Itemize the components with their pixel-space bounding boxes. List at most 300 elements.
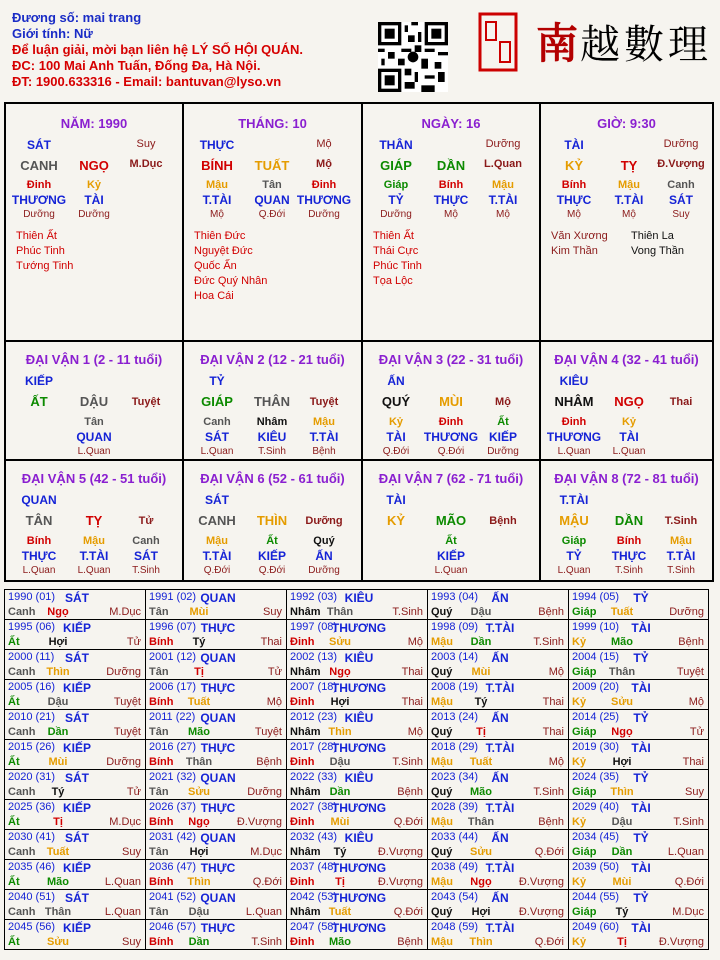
dai-van-branch: NGỌ [614, 394, 644, 409]
annual-stem: Mậu [431, 756, 453, 768]
annual-stem: Tân [149, 906, 169, 918]
annual-cell[interactable] [568, 679, 709, 710]
annual-branch: Thân [326, 606, 354, 618]
hidden-god: QUAN [76, 430, 112, 444]
annual-cell[interactable] [427, 739, 569, 770]
annual-state: Mộ [548, 666, 564, 678]
annual-state: T.Sinh [392, 606, 423, 618]
annual-stem: Bính [149, 816, 174, 828]
seal-icon [478, 10, 713, 76]
annual-god: SÁT [65, 771, 89, 785]
annual-god: KIẾP [62, 621, 92, 635]
annual-state: Đ.Vượng [658, 936, 704, 948]
annual-year: 2026 (37) [149, 801, 197, 813]
header-info [12, 10, 303, 90]
hidden-god: SÁT [205, 430, 229, 444]
star-item: Hoa Cái [194, 290, 234, 302]
annual-state: Suy [122, 936, 141, 948]
annual-cell[interactable] [4, 859, 146, 890]
hidden-state: Mộ [496, 209, 510, 220]
annual-cell[interactable] [286, 919, 428, 950]
annual-cell[interactable] [568, 889, 709, 920]
hidden-stem: Mậu [670, 535, 692, 547]
annual-cell[interactable] [4, 829, 146, 860]
annual-state: L.Quan [104, 906, 141, 918]
annual-year: 2030 (41) [8, 831, 56, 843]
dai-van-stem: QUÝ [381, 394, 411, 409]
annual-stem: Bính [149, 636, 174, 648]
hidden-state: Dưỡng [23, 209, 55, 220]
svg-text:理: 理 [668, 22, 708, 68]
annual-cell[interactable] [145, 919, 287, 950]
hidden-god: TÀI [386, 430, 406, 444]
annual-branch: Dậu [47, 696, 69, 708]
hidden-state: T.Sinh [615, 565, 643, 576]
annual-god: T.TÀI [485, 801, 515, 815]
annual-state: Dưỡng [106, 666, 141, 678]
hidden-stem: Bính [26, 535, 52, 547]
annual-state: M.Dục [672, 906, 704, 918]
dai-van-branch-state: T.Sinh [664, 515, 698, 527]
annual-year: 2028 (39) [431, 801, 479, 813]
annual-god: ẤN [491, 891, 509, 905]
hidden-state: Q.Đới [258, 209, 286, 220]
annual-stem: Kỷ [572, 876, 587, 888]
hidden-god: KIẾP [436, 549, 466, 563]
hidden-state: Dưỡng [487, 446, 519, 457]
annual-year: 2000 (11) [8, 651, 55, 663]
annual-cell[interactable] [145, 649, 287, 680]
dai-van-branch: THÂN [253, 394, 291, 409]
dai-van-branch-state: Bệnh [489, 515, 517, 527]
star-item: Phúc Tinh [16, 245, 65, 257]
annual-cell[interactable] [568, 739, 709, 770]
annual-state: Tuyệt [676, 666, 704, 678]
annual-god: TÀI [631, 681, 651, 695]
hidden-stem: Quý [313, 535, 335, 547]
annual-stem: Nhâm [290, 666, 321, 678]
annual-cell[interactable] [4, 709, 146, 740]
annual-state: Tử [126, 636, 141, 648]
annual-cell[interactable] [286, 649, 428, 680]
dai-van-cell [184, 461, 363, 580]
annual-year: 2038 (49) [431, 861, 479, 873]
annual-stem: Giáp [572, 726, 597, 738]
annual-year: 2011 (22) [149, 711, 196, 723]
annual-state: Tử [689, 726, 704, 738]
annual-year: 2024 (35) [572, 771, 620, 783]
annual-year: 2031 (42) [149, 831, 197, 843]
hidden-state: Mộ [622, 209, 636, 220]
qr-code-icon[interactable] [378, 22, 448, 92]
annual-year: 2003 (14) [431, 651, 479, 663]
annual-branch: Hợi [330, 696, 350, 708]
hidden-god: T.TÀI [202, 549, 232, 563]
annual-year: 2006 (17) [149, 681, 197, 693]
hidden-stem: Bính [616, 535, 642, 547]
annual-cell[interactable] [568, 919, 709, 950]
hidden-stem: Kỷ [86, 179, 102, 191]
annual-cell[interactable] [568, 649, 709, 680]
annual-year: 2044 (55) [572, 891, 620, 903]
hidden-stem: Đinh [26, 179, 52, 191]
annual-god: SÁT [65, 831, 89, 845]
hidden-stem: Nhâm [256, 416, 288, 428]
annual-stem: Kỷ [572, 696, 587, 708]
annual-cell[interactable] [427, 589, 569, 620]
annual-cell[interactable] [427, 889, 569, 920]
annual-branch: Sửu [46, 936, 70, 948]
annual-cell[interactable] [145, 799, 287, 830]
annual-branch: Mão [47, 876, 69, 888]
annual-branch: Thìn [610, 786, 634, 798]
dai-van-title: ĐẠI VẬN 1 (2 - 11 tuổi) [25, 352, 163, 367]
hidden-state: L.Quan [200, 446, 234, 457]
annual-branch: Dần [329, 786, 351, 798]
annual-stem: Canh [8, 846, 36, 858]
annual-god: TÀI [631, 621, 651, 635]
annual-cell[interactable] [145, 709, 287, 740]
annual-state: Bệnh [397, 936, 423, 948]
star-item: Đức Quý Nhân [194, 275, 268, 287]
annual-year: 1990 (01) [8, 591, 56, 603]
dai-van-title: ĐẠI VẬN 7 (62 - 71 tuổi) [378, 471, 524, 486]
hidden-god: T.TÀI [488, 193, 518, 207]
annual-state: Thai [260, 636, 282, 648]
annual-year: 1997 (08) [290, 621, 338, 633]
pillar-stem: GIÁP [380, 158, 412, 173]
hidden-god: THỰC [433, 193, 469, 207]
dai-van-stem: NHÂM [554, 394, 594, 409]
hidden-state: L.Quan [77, 446, 111, 457]
annual-cell[interactable] [427, 769, 569, 800]
annual-stem: Kỷ [572, 816, 587, 828]
annual-god: THỰC [200, 681, 236, 695]
star-item: Phúc Tinh [373, 260, 422, 272]
annual-state: Suy [263, 606, 282, 618]
svg-text:越: 越 [580, 22, 620, 68]
annual-cell[interactable] [568, 799, 709, 830]
annual-stem: Kỷ [572, 936, 587, 948]
annual-stem: Bính [149, 876, 174, 888]
annual-stem: Giáp [572, 786, 597, 798]
hidden-stem: Canh [132, 535, 160, 547]
annual-cell[interactable] [145, 679, 287, 710]
annual-state: M.Dục [250, 846, 282, 858]
annual-god: TỶ [633, 831, 649, 845]
annual-year: 2004 (15) [572, 651, 620, 663]
hidden-state: Suy [672, 209, 690, 220]
annual-cell[interactable] [4, 799, 146, 830]
dai-van-title: ĐẠI VẬN 2 (12 - 21 tuổi) [200, 352, 345, 367]
dai-van-branch: DẬU [79, 394, 109, 409]
annual-cell[interactable] [145, 589, 287, 620]
hidden-stem: Ất [266, 535, 278, 547]
annual-state: Thai [542, 726, 564, 738]
hidden-god: T.TÀI [202, 193, 232, 207]
dai-van-god: ẤN [387, 374, 405, 388]
annual-cell[interactable] [568, 589, 709, 620]
annual-god: ẤN [491, 771, 509, 785]
hidden-state: T.Sinh [258, 446, 286, 457]
annual-stem: Giáp [572, 666, 597, 678]
annual-year: 2032 (43) [290, 831, 338, 843]
annual-stem: Đinh [290, 876, 315, 888]
star-item: Thiên Đức [194, 230, 246, 242]
hidden-god: THƯƠNG [296, 193, 352, 207]
annual-branch: Tuất [46, 846, 70, 858]
annual-cell[interactable] [4, 589, 146, 620]
four-pillars-grid [4, 102, 714, 342]
pillar-cell [541, 104, 712, 340]
annual-god: TÀI [631, 741, 651, 755]
annual-branch: Dần [470, 636, 492, 648]
annual-state: Bệnh [397, 786, 423, 798]
dai-van-cell [6, 461, 184, 580]
pillar-god: THỰC [199, 138, 235, 152]
annual-cell[interactable] [286, 739, 428, 770]
annual-cell[interactable] [286, 859, 428, 890]
dai-van-branch-state: Mộ [495, 396, 511, 408]
annual-cell[interactable] [4, 889, 146, 920]
annual-god: KIÊU [344, 651, 374, 665]
address-line: ĐC: 100 Mai Anh Tuấn, Đống Đa, Hà Nội. [12, 58, 261, 73]
annual-god: THỰC [200, 741, 236, 755]
dai-van-stem: TÂN [25, 513, 53, 528]
pillar-god-state: Dưỡng [663, 138, 699, 150]
annual-cell[interactable] [427, 679, 569, 710]
annual-state: L.Quan [104, 876, 141, 888]
annual-cell[interactable] [286, 619, 428, 650]
pillar-title: THÁNG: 10 [238, 116, 307, 131]
annual-year: 2034 (45) [572, 831, 620, 843]
annual-branch: Mão [470, 786, 492, 798]
annual-stem: Quý [431, 846, 453, 858]
annual-god: THƯƠNG [331, 801, 387, 815]
annual-god: ẤN [491, 831, 509, 845]
hidden-god: QUAN [254, 193, 290, 207]
annual-stem: Ất [8, 696, 20, 708]
annual-cell[interactable] [145, 769, 287, 800]
pillar-stem: CANH [20, 158, 58, 173]
dai-van-god: QUAN [21, 493, 57, 507]
annual-god: KIẾP [62, 801, 92, 815]
star-item: Vong Thần [631, 245, 685, 257]
annual-branch: Dần [47, 726, 69, 738]
svg-text:數: 數 [624, 22, 664, 68]
hidden-god: SÁT [669, 193, 693, 207]
annual-god: KIÊU [344, 591, 374, 605]
annual-year: 2027 (38) [290, 801, 338, 813]
annual-year: 2041 (52) [149, 891, 197, 903]
annual-state: Mộ [407, 726, 423, 738]
annual-year: 2033 (44) [431, 831, 479, 843]
annual-branch: Thìn [46, 666, 70, 678]
annual-cell[interactable] [4, 769, 146, 800]
annual-year: 2009 (20) [572, 681, 620, 693]
hidden-stem: Kỷ [621, 416, 637, 428]
annual-cell[interactable] [286, 679, 428, 710]
annual-branch: Tý [474, 696, 488, 708]
dai-van-branch-state: Tuyệt [309, 396, 339, 408]
dai-van-cell [184, 342, 363, 461]
star-item: Quốc Ấn [194, 260, 237, 272]
annual-branch: Dậu [329, 756, 351, 768]
hidden-state: Dưỡng [308, 565, 340, 576]
hidden-state: L.Quan [22, 565, 56, 576]
annual-god: SÁT [65, 891, 89, 905]
pillar-title: NGÀY: 16 [421, 116, 481, 131]
hidden-stem: Bính [438, 179, 464, 191]
dai-van-god: KIẾP [24, 374, 54, 388]
annual-year: 1994 (05) [572, 591, 620, 603]
annual-cell[interactable] [145, 619, 287, 650]
annual-year: 2014 (25) [572, 711, 620, 723]
annual-cell[interactable] [145, 889, 287, 920]
annual-state: Mộ [548, 756, 564, 768]
annual-state: Mộ [407, 636, 423, 648]
annual-branch: Tuất [610, 606, 634, 618]
annual-cell[interactable] [4, 679, 146, 710]
annual-god: SÁT [65, 711, 89, 725]
annual-cell[interactable] [4, 739, 146, 770]
annual-cell[interactable] [427, 649, 569, 680]
annual-stem: Ất [8, 756, 20, 768]
annual-stem: Tân [149, 786, 169, 798]
hidden-stem: Đinh [438, 416, 464, 428]
pillar-cell [184, 104, 363, 340]
annual-cell[interactable] [4, 919, 146, 950]
annual-cell[interactable] [145, 829, 287, 860]
annual-year: 2046 (57) [149, 921, 197, 933]
dai-van-branch-state: Dưỡng [305, 515, 343, 527]
annual-stem: Bính [149, 696, 174, 708]
dai-van-god: T.TÀI [559, 493, 589, 507]
hidden-god: THƯƠNG [546, 430, 602, 444]
annual-stem: Ất [8, 876, 20, 888]
annual-branch: Mùi [330, 816, 350, 828]
hidden-stem: Ất [445, 535, 457, 547]
hidden-god: TÀI [84, 193, 104, 207]
hidden-stem: Tân [262, 179, 282, 191]
annual-cell[interactable] [427, 799, 569, 830]
annual-god: KIÊU [344, 711, 374, 725]
annual-stem: Đinh [290, 936, 315, 948]
annual-stem: Ất [8, 816, 20, 828]
annual-cell[interactable] [286, 829, 428, 860]
annual-cell[interactable] [568, 859, 709, 890]
annual-cell[interactable] [286, 889, 428, 920]
annual-cell[interactable] [145, 739, 287, 770]
annual-state: Mộ [266, 696, 282, 708]
annual-state: L.Quan [245, 906, 282, 918]
annual-cell[interactable] [427, 859, 569, 890]
annual-year: 1996 (07) [149, 621, 197, 633]
dai-van-cell [363, 461, 541, 580]
annual-branch: Sửu [610, 696, 634, 708]
star-item: Văn Xương [551, 230, 608, 242]
hidden-stem: Kỷ [388, 416, 404, 428]
annual-stem: Đinh [290, 756, 315, 768]
hidden-god: T.TÀI [309, 430, 339, 444]
annual-cell[interactable] [427, 829, 569, 860]
annual-cell[interactable] [286, 589, 428, 620]
gender-line: Giới tính: Nữ [12, 26, 93, 41]
pillar-god-state: Suy [136, 138, 156, 150]
hidden-state: L.Quan [557, 565, 591, 576]
annual-stem: Tân [149, 846, 169, 858]
annual-god: ẤN [491, 711, 509, 725]
annual-state: Dưỡng [106, 756, 141, 768]
annual-state: Đ.Vượng [236, 816, 282, 828]
annual-branch: Thân [467, 816, 495, 828]
annual-cell[interactable] [568, 829, 709, 860]
annual-god: KIÊU [344, 771, 374, 785]
hidden-state: Dưỡng [78, 209, 110, 220]
annual-year: 1992 (03) [290, 591, 338, 603]
dai-van-branch-state: Tuyệt [131, 396, 161, 408]
annual-cell[interactable] [286, 799, 428, 830]
hidden-state: Mộ [567, 209, 581, 220]
annual-branch: Sửu [328, 636, 352, 648]
annual-stem: Canh [8, 606, 36, 618]
annual-cell[interactable] [427, 919, 569, 950]
annual-state: Đ.Vượng [518, 876, 564, 888]
annual-cell[interactable] [568, 619, 709, 650]
annual-cell[interactable] [286, 709, 428, 740]
annual-cell[interactable] [145, 859, 287, 890]
annual-cell[interactable] [568, 769, 709, 800]
annual-god: TỶ [633, 591, 649, 605]
annual-stem: Đinh [290, 816, 315, 828]
annual-cell[interactable] [568, 709, 709, 740]
hidden-god: THƯƠNG [423, 430, 479, 444]
hidden-state: Mộ [444, 209, 458, 220]
annual-state: Bệnh [538, 816, 564, 828]
hidden-god: THỰC [21, 549, 57, 563]
hidden-stem: Giáp [383, 179, 409, 191]
annual-year: 1995 (06) [8, 621, 56, 633]
annual-cell[interactable] [427, 619, 569, 650]
annual-stem: Bính [149, 756, 174, 768]
annual-god: TÀI [631, 921, 651, 935]
annual-branch: Ngọ [470, 876, 492, 888]
annual-year: 2018 (29) [431, 741, 479, 753]
hidden-state: Dưỡng [380, 209, 412, 220]
annual-stem: Tân [149, 666, 169, 678]
hidden-state: T.Sinh [132, 565, 160, 576]
hidden-stem: Đinh [311, 179, 337, 191]
annual-cell[interactable] [4, 649, 146, 680]
star-item: Thiên Ất [16, 230, 57, 242]
annual-branch: Tý [333, 846, 347, 858]
annual-god: KIẾP [62, 921, 92, 935]
hidden-state: L.Quan [557, 446, 591, 457]
annual-state: Thai [401, 696, 423, 708]
annual-branch: Hợi [48, 636, 68, 648]
annual-cell[interactable] [286, 769, 428, 800]
dai-van-cell [541, 342, 712, 461]
dai-van-title: ĐẠI VẬN 6 (52 - 61 tuổi) [200, 471, 345, 486]
annual-stem: Nhâm [290, 786, 321, 798]
pillar-branch: TUẤT [254, 158, 290, 173]
annual-state: Suy [685, 786, 704, 798]
pillar-branch: TỴ [620, 158, 638, 173]
annual-cell[interactable] [4, 619, 146, 650]
hidden-stem: Ất [497, 416, 509, 428]
annual-cell[interactable] [427, 709, 569, 740]
annual-year: 2040 (51) [8, 891, 56, 903]
